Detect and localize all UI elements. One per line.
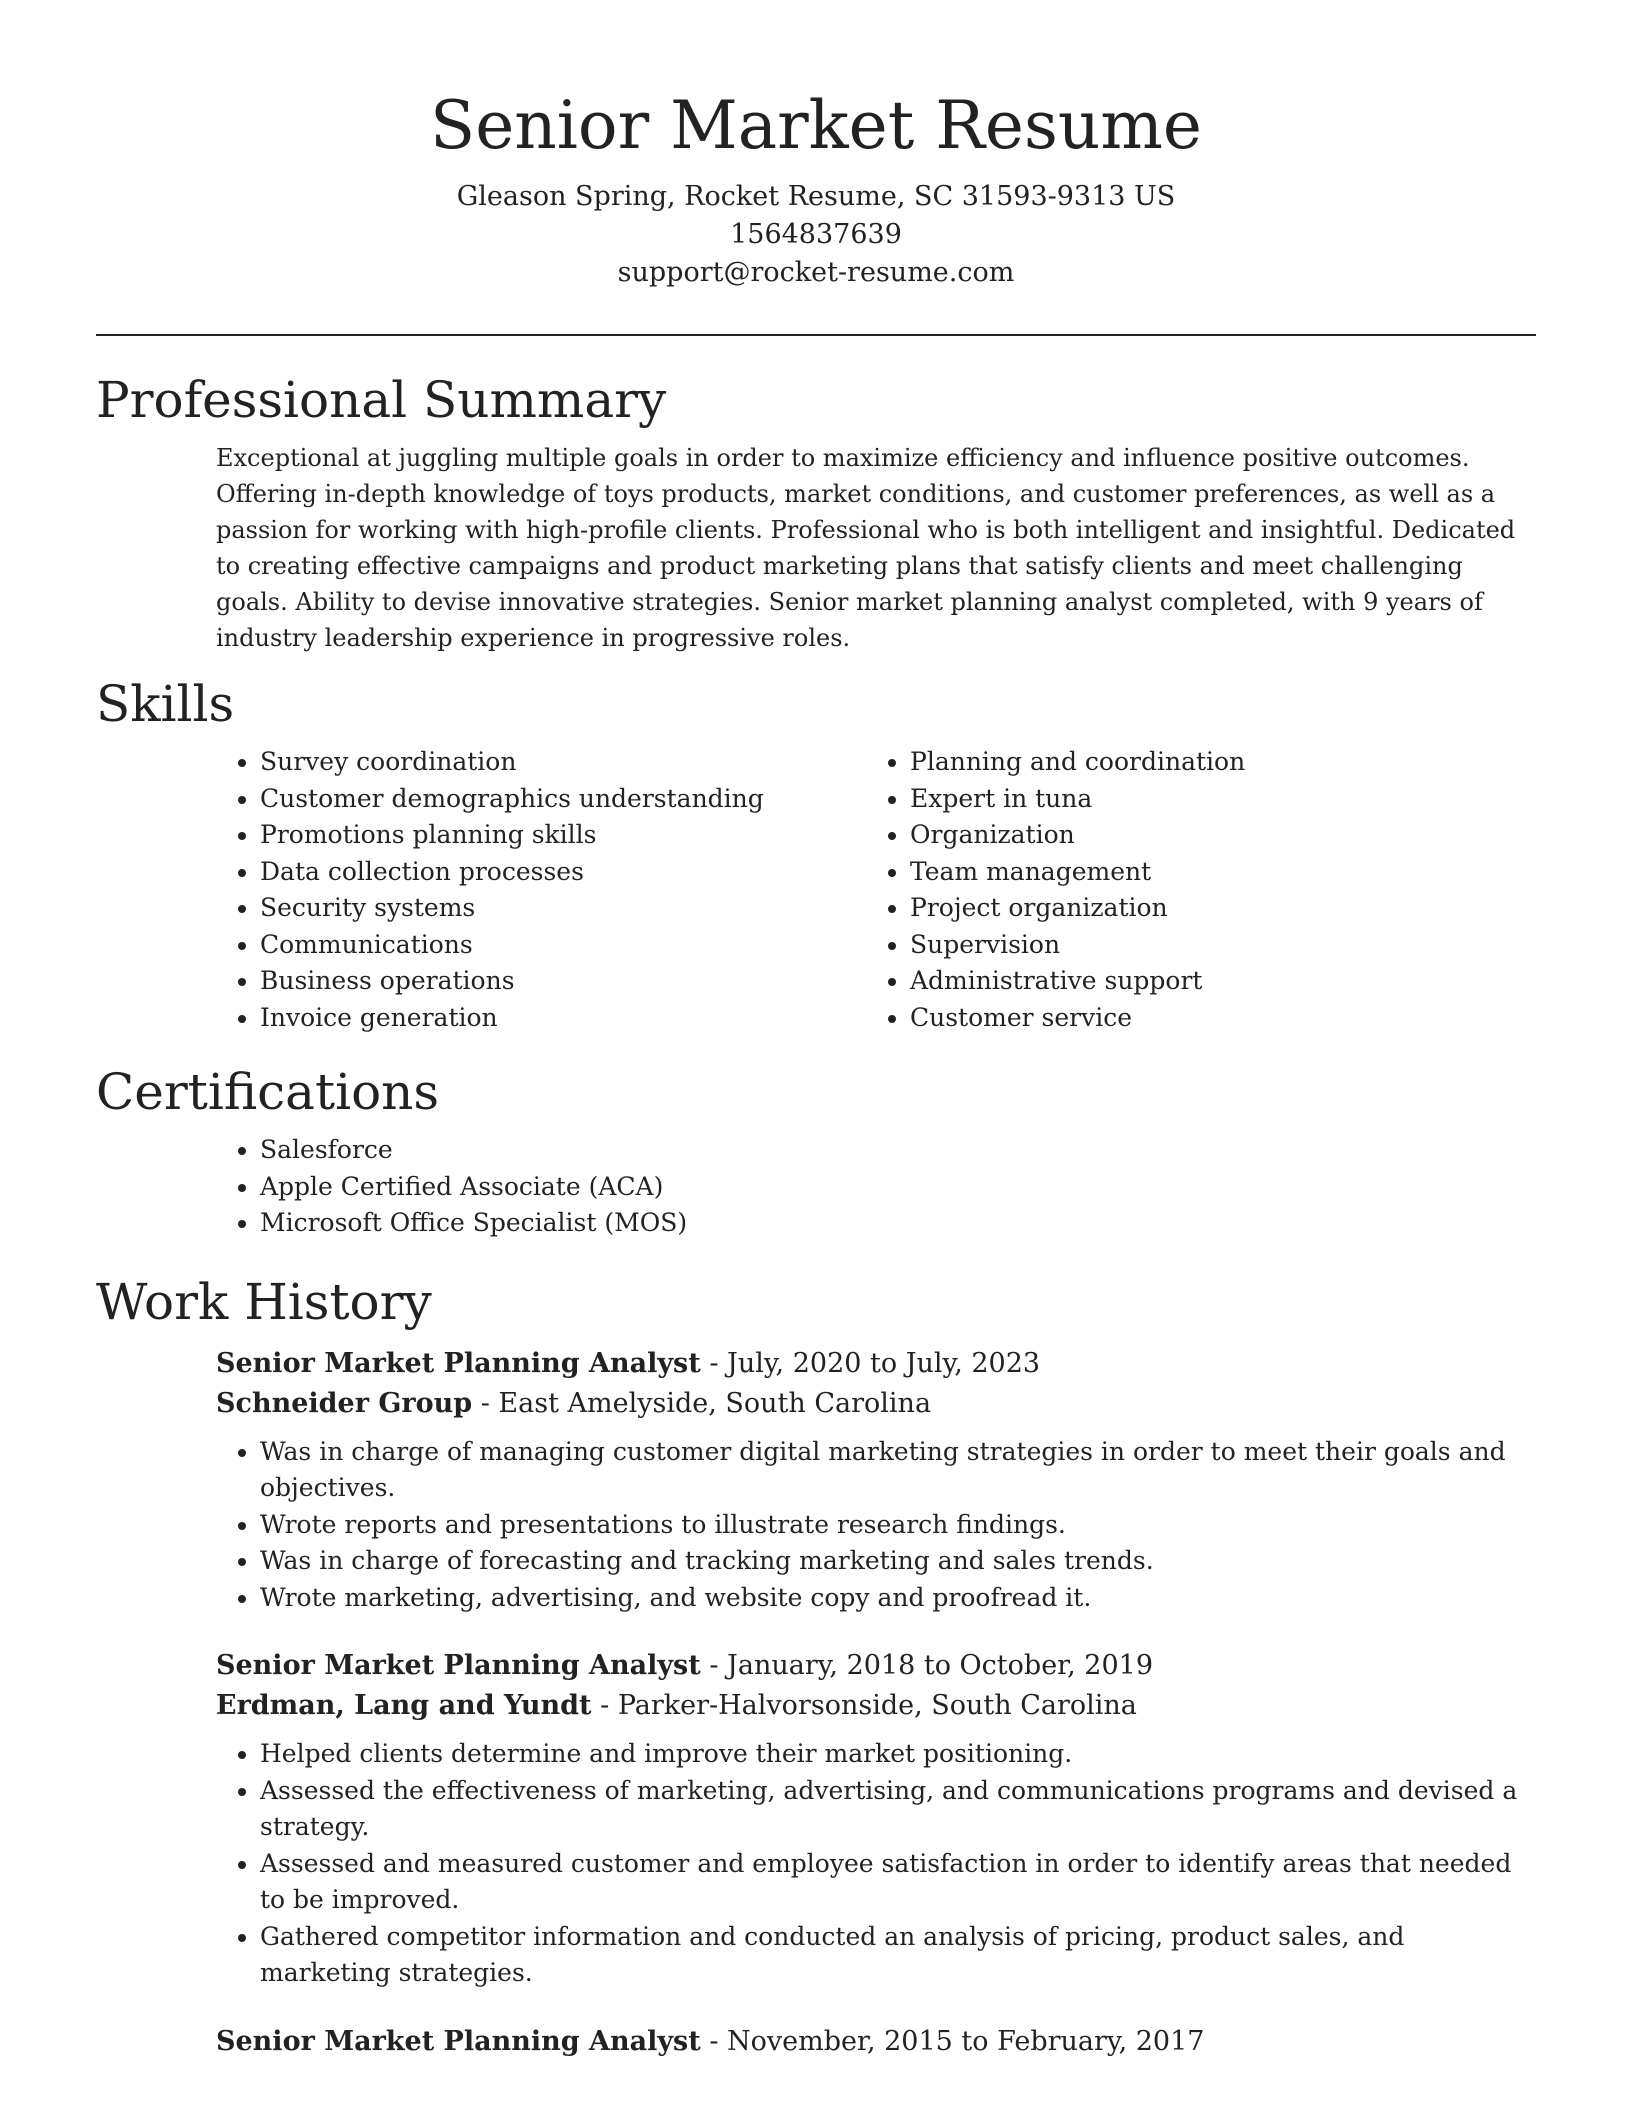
list-item: • Was in charge of forecasting and tracking marketing and sales trends. <box>260 1543 1536 1580</box>
list-item: • Assessed and measured customer and employee satisfaction in order to identify areas that needed to be improved. <box>260 1846 1536 1919</box>
summary-section <box>96 370 1536 656</box>
certifications-heading: Certifications <box>96 1063 440 1121</box>
list-item: • Organization <box>910 817 1516 854</box>
summary-text: Exceptional at juggling multiple goals in order to maximize efficiency and influence positive outcomes. Offering in-depth knowledge of toys products, market conditions, and customer preferences, as well as a passion for working with high-profile clients. Professional who is both intelligent and insightful. Dedicated to creating effective campaigns and product marketing plans that satisfy clients and meet challenging goals. Ability to devise innovative strategies. Senior market planning analyst completed, with 9 years of industry leadership experience in progressive roles. <box>216 444 1516 652</box>
skills-column-right <box>866 744 1516 1036</box>
certifications-list <box>216 1132 1536 1242</box>
list-item: • Microsoft Office Specialist (MOS) <box>260 1205 1536 1242</box>
job-entry <box>216 1646 1536 1992</box>
header-divider <box>96 334 1536 336</box>
contact-phone: 1564837639 <box>730 219 902 250</box>
contact-email: support@rocket-resume.com <box>617 257 1015 288</box>
job-role: Senior Market Planning Analyst <box>216 2025 701 2057</box>
list-item: • Wrote reports and presentations to illustrate research findings. <box>260 1507 1536 1544</box>
summary-heading: Professional Summary <box>96 371 667 429</box>
list-item: • Team management <box>910 854 1516 891</box>
job-duties-list <box>216 1736 1536 1992</box>
resume-header <box>96 0 1536 292</box>
list-item: • Gathered competitor information and conducted an analysis of pricing, product sales, and marketing strategies. <box>260 1919 1536 1992</box>
job-title-line <box>216 2022 1536 2062</box>
list-item: • Administrative support <box>910 963 1516 1000</box>
job-company: Schneider Group <box>216 1387 473 1419</box>
job-separator: - <box>700 1650 728 1681</box>
skills-columns <box>216 744 1536 1036</box>
job-title-line <box>216 1646 1536 1686</box>
contact-block <box>96 178 1536 292</box>
certifications-section <box>96 1062 1536 1242</box>
job-entry <box>216 2022 1536 2062</box>
list-item: • Data collection processes <box>260 854 866 891</box>
job-role: Senior Market Planning Analyst <box>216 1650 701 1681</box>
certifications-body <box>216 1132 1536 1242</box>
job-entry <box>216 1344 1536 1617</box>
list-item: • Security systems <box>260 890 866 927</box>
list-item: • Expert in tuna <box>910 781 1516 818</box>
work-history-heading: Work History <box>96 1272 432 1331</box>
list-item: • Supervision <box>910 927 1516 964</box>
list-item: • Promotions planning skills <box>260 817 866 854</box>
job-location: Parker-Halvorsonside, South Carolina <box>617 1690 1137 1721</box>
job-location: East Amelyside, South Carolina <box>498 1387 932 1419</box>
job-dates: July, 2020 to July, 2023 <box>727 1347 1041 1379</box>
resume-page <box>96 0 1536 2062</box>
job-company-line <box>216 1686 1536 1726</box>
job-separator: - <box>700 1347 728 1379</box>
list-item: • Was in charge of managing customer digital marketing strategies in order to meet their goals and objectives. <box>260 1434 1536 1507</box>
job-separator: - <box>472 1387 499 1419</box>
job-role: Senior Market Planning Analyst <box>216 1347 701 1379</box>
list-item: • Assessed the effectiveness of marketing, advertising, and communications programs and devised a strategy. <box>260 1773 1536 1846</box>
job-separator: - <box>700 2025 728 2057</box>
list-item: • Survey coordination <box>260 744 866 781</box>
resume-name: Senior Market Resume <box>430 87 1202 164</box>
skills-column-left <box>216 744 866 1036</box>
contact-address: Gleason Spring, Rocket Resume, SC 31593-9313 US <box>456 181 1176 212</box>
list-item: • Helped clients determine and improve their market positioning. <box>260 1736 1536 1773</box>
job-company: Erdman, Lang and Yundt <box>216 1690 592 1721</box>
list-item: • Communications <box>260 927 866 964</box>
skills-section <box>96 674 1536 1036</box>
list-item: • Project organization <box>910 890 1516 927</box>
job-dates: November, 2015 to February, 2017 <box>727 2025 1205 2057</box>
job-dates: January, 2018 to October, 2019 <box>727 1650 1153 1681</box>
job-title-line <box>216 1344 1536 1384</box>
summary-body <box>216 440 1536 656</box>
skills-heading: Skills <box>96 675 235 733</box>
list-item: • Customer demographics understanding <box>260 781 866 818</box>
list-item: • Customer service <box>910 1000 1516 1037</box>
list-item: • Apple Certified Associate (ACA) <box>260 1169 1536 1206</box>
work-history-section <box>96 1272 1536 2062</box>
list-item: • Business operations <box>260 963 866 1000</box>
job-separator: - <box>591 1690 618 1721</box>
skills-list-left <box>216 744 866 1036</box>
skills-list-right <box>866 744 1516 1036</box>
list-item: • Planning and coordination <box>910 744 1516 781</box>
job-duties-list <box>216 1434 1536 1617</box>
job-company-line <box>216 1384 1536 1424</box>
list-item: • Wrote marketing, advertising, and website copy and proofread it. <box>260 1580 1536 1617</box>
list-item: • Invoice generation <box>260 1000 866 1037</box>
list-item: • Salesforce <box>260 1132 1536 1169</box>
